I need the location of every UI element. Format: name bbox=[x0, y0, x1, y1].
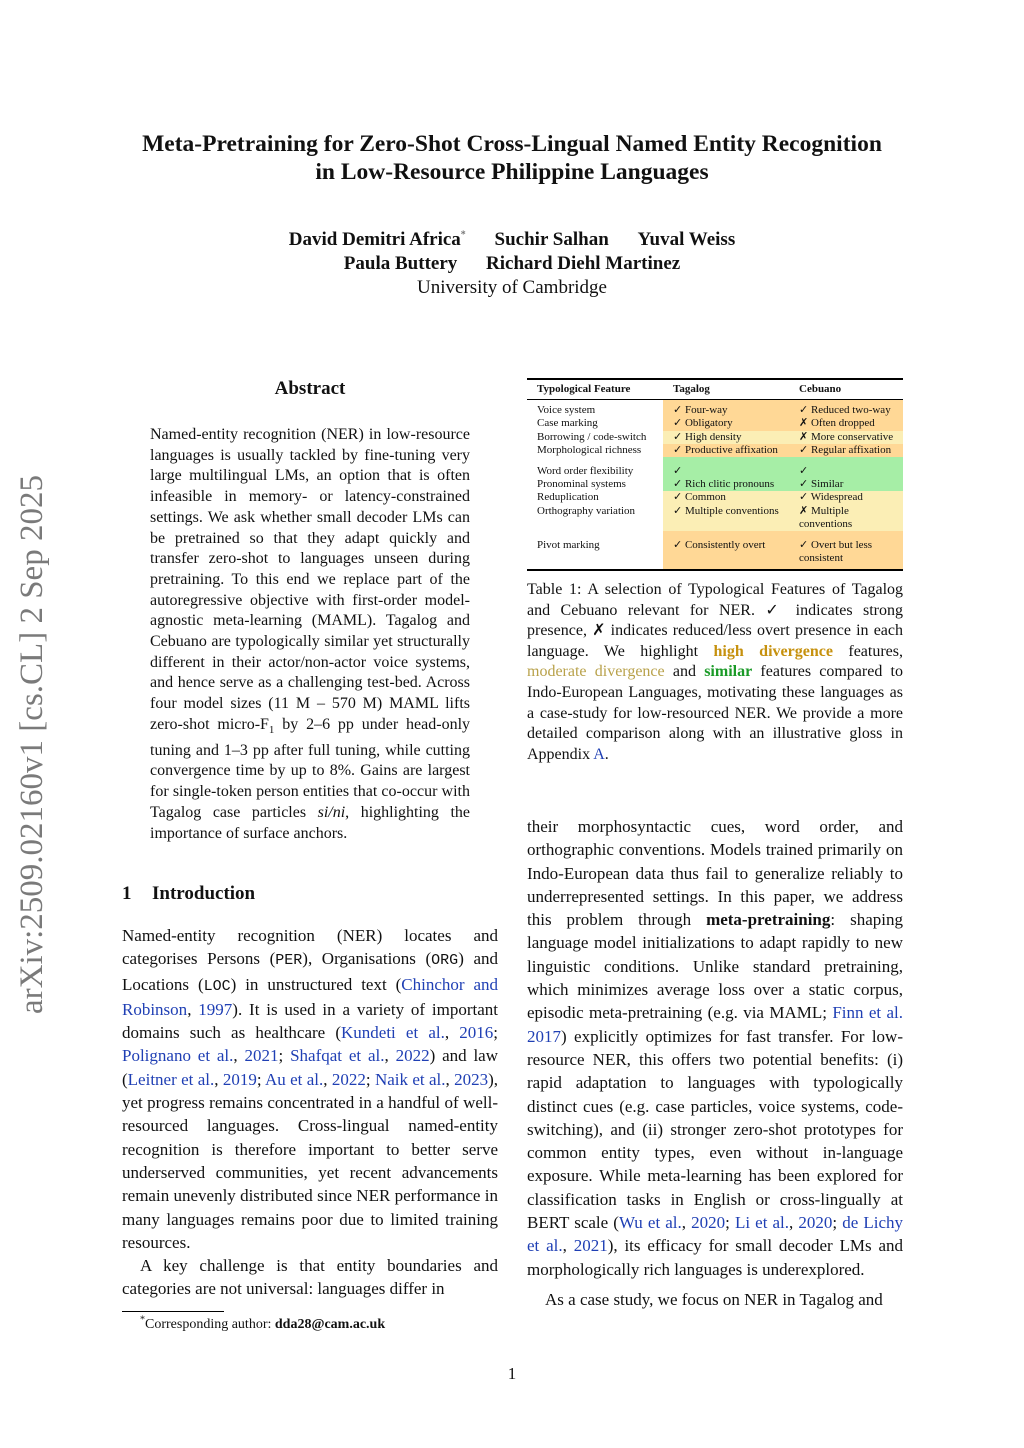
cell-cebuano: ✓ Similar bbox=[789, 478, 903, 491]
citation-link[interactable]: Leitner et al. bbox=[127, 1069, 215, 1089]
cell-cebuano: ✗ More conservative bbox=[789, 431, 903, 444]
bold-term: meta-pretraining bbox=[706, 910, 831, 930]
table-row bbox=[527, 457, 903, 478]
cell-tagalog: ✓ Productive affixation bbox=[663, 444, 789, 457]
author-name bbox=[289, 229, 466, 250]
text-run: ), Organisations ( bbox=[302, 949, 432, 969]
paper-title bbox=[100, 130, 924, 186]
cell-tagalog: ✓ Consistently overt bbox=[663, 531, 789, 570]
citation-link[interactable]: de Lichy et al. bbox=[527, 1213, 903, 1256]
footnote bbox=[140, 1316, 500, 1334]
case-particles: si/ni bbox=[317, 803, 346, 821]
title-line-2: in Low-Resource Philippine Languages bbox=[315, 159, 709, 185]
table-typological-features bbox=[527, 378, 903, 571]
entity-tag: ORG bbox=[431, 952, 459, 970]
text-run: ), its efficacy for small decoder LMs and morphologically rich languages is underexplored. bbox=[527, 1236, 903, 1279]
author-row-1 bbox=[150, 228, 874, 252]
appendix-link[interactable]: A bbox=[593, 745, 605, 763]
caption-part-5: . bbox=[604, 745, 609, 763]
text-run: ; bbox=[493, 1023, 499, 1043]
abstract-heading: Abstract bbox=[274, 378, 346, 399]
citation-link[interactable]: 1997 bbox=[198, 999, 233, 1019]
cell-cebuano: ✓ Regular affixation bbox=[789, 444, 903, 457]
text-run: ) and law ( bbox=[122, 1046, 499, 1089]
text-run: , bbox=[562, 1236, 574, 1256]
text-run: their morphosyntactic cues, word order, and orthographic conventions. Models trained primarily on Indo-European data thus fail to generalize reliably to underrepresented settings. In this paper, we address this problem through bbox=[527, 817, 903, 930]
author-block bbox=[150, 228, 874, 300]
citation-link[interactable]: 2017 bbox=[527, 1026, 561, 1046]
text-run: , bbox=[214, 1069, 223, 1089]
cell-feature: Pronominal systems bbox=[537, 478, 626, 491]
citation-link[interactable]: 2023 bbox=[454, 1069, 489, 1089]
table-row bbox=[527, 478, 903, 491]
section-title: Introduction bbox=[152, 883, 256, 904]
text-run: , bbox=[444, 1023, 460, 1043]
footnote-text: Corresponding author: bbox=[145, 1317, 275, 1332]
arxiv-side-stamp: arXiv:2509.02160v1 [cs.CL] 2 Sep 2025 bbox=[14, 475, 50, 1014]
right-column-text bbox=[527, 815, 903, 1311]
cell-cebuano: ✓ Reduced two-way bbox=[789, 400, 903, 418]
text-run: ) in unstructured text ( bbox=[230, 974, 402, 994]
cell-feature: Voice system bbox=[537, 404, 596, 417]
footnote-mark: * bbox=[140, 1314, 145, 1326]
cell-cebuano: ✗ Often dropped bbox=[789, 417, 903, 430]
text-run: ). It is used in a variety of important domains such as healthcare ( bbox=[122, 999, 498, 1043]
section-heading-introduction bbox=[122, 883, 497, 905]
author-africa: David Demitri Africa bbox=[288, 229, 461, 250]
text-run: Named-entity recognition (NER) locates and categorises Persons ( bbox=[122, 926, 498, 969]
author-buttery: Paula Buttery bbox=[343, 253, 458, 274]
caption-moderate-divergence: moderate divergence bbox=[527, 663, 665, 681]
caption-part-1: A selection of Typological Features of Tagalog and Cebuano relevant for NER. ✓ indicates strong presence, ✗ indicates reduced/less overt presence in each language. We highlight bbox=[527, 581, 904, 660]
cell-tagalog: ✓ Obligatory bbox=[663, 417, 789, 430]
table-row bbox=[527, 431, 903, 444]
table-row bbox=[527, 444, 903, 457]
citation-link[interactable]: 2019 bbox=[222, 1069, 257, 1089]
text-run: ; bbox=[365, 1069, 375, 1089]
introduction-text bbox=[122, 924, 498, 1301]
cell-feature: Case marking bbox=[537, 417, 598, 430]
cell-cebuano: ✓ bbox=[789, 457, 903, 478]
citation-link[interactable]: Wu et al. bbox=[618, 1213, 682, 1233]
author-salhan: Suchir Salhan bbox=[494, 229, 609, 250]
citation-link[interactable]: Shafqat et al. bbox=[290, 1046, 385, 1066]
cell-cebuano: ✓ Overt but less consistent bbox=[789, 531, 903, 570]
citation-link[interactable]: 2021 bbox=[573, 1236, 608, 1256]
text-run: , bbox=[384, 1046, 396, 1066]
text-run: : shaping language model initializations to adapt rapidly to new linguistic conditions. Unlike standard pretraining, which minimizes average loss over a static corpus, episodic meta-pretraining (e.g. via MAML; bbox=[527, 910, 903, 1023]
text-run: ), yet progress remains concentrated in a handful of well-resourced languages. Cross-lingual named-entity recognition is therefore important to better serve underserved communities, yet recent advancements remain unevenly distributed since NER performance in many languages remains poor due to limited training resources. bbox=[122, 1069, 499, 1252]
footnote-email: dda28@cam.ac.uk bbox=[274, 1317, 386, 1332]
cell-cebuano: ✓ Widespread bbox=[789, 491, 903, 504]
caption-label: Table 1: bbox=[527, 581, 582, 598]
citation-link[interactable]: Naik et al. bbox=[374, 1069, 446, 1089]
text-run: , bbox=[789, 1213, 799, 1233]
cell-tagalog: ✓ Four-way bbox=[663, 400, 789, 418]
text-run: , bbox=[187, 999, 199, 1019]
title-line-1: Meta-Pretraining for Zero-Shot Cross-Lingual Named Entity Recognition bbox=[142, 131, 882, 157]
text-run: , bbox=[233, 1046, 245, 1066]
cell-tagalog: ✓ Common bbox=[663, 491, 789, 504]
abstract-text bbox=[150, 425, 470, 844]
cell-cebuano: ✗ Multiple conventions bbox=[789, 505, 903, 531]
caption-part-2: features, bbox=[832, 642, 903, 660]
table-body bbox=[527, 400, 903, 571]
typology-table bbox=[527, 378, 903, 571]
right-paragraph-1 bbox=[527, 815, 903, 1281]
text-run: , bbox=[323, 1069, 332, 1089]
affiliation: University of Cambridge bbox=[417, 277, 607, 298]
text-run: ) and Locations ( bbox=[122, 949, 498, 994]
intro-paragraph-1 bbox=[122, 924, 498, 1254]
cell-tagalog: ✓ High density bbox=[663, 431, 789, 444]
cell-tagalog: ✓ Rich clitic pronouns bbox=[663, 478, 789, 491]
citation-link[interactable]: Chinchor and Robinson bbox=[122, 974, 498, 1019]
citation-link[interactable]: Au et al. bbox=[265, 1069, 324, 1089]
abstract-part-2: by 2–6 pp under head-only tuning and 1–3 pp after full tuning, while cutting convergence time by up to 8%. Gains are largest for single-token person entities that co-occur with Tagalog case particles bbox=[150, 715, 471, 821]
caption-high-divergence: high divergence bbox=[713, 642, 833, 660]
corresponding-mark: * bbox=[460, 229, 466, 241]
citation-link[interactable]: 2020 bbox=[691, 1213, 726, 1233]
cell-feature: Borrowing / code-switch bbox=[537, 430, 647, 443]
col-header-feature: Typological Feature bbox=[527, 379, 663, 400]
citation-link[interactable]: Li et al. bbox=[734, 1213, 790, 1233]
footnote-rule bbox=[122, 1311, 224, 1312]
cell-tagalog: ✓ bbox=[663, 457, 789, 478]
cell-feature: Morphological richness bbox=[537, 443, 642, 456]
citation-link[interactable]: Polignano et al. bbox=[122, 1046, 234, 1066]
text-run: , bbox=[445, 1069, 455, 1089]
table-row bbox=[527, 505, 903, 531]
citation-link[interactable]: Finn et al. bbox=[832, 1003, 903, 1023]
abstract-part-1: Named-entity recognition (NER) in low-resource languages is usually tackled by fine-tuning very large multilingual LMs, an option that is often infeasible in memory- or latency-constrained settings. We ask whether small decoder LMs can be pretrained so that they adapt quickly and transfer zero-shot to languages unseen during pretraining. To this end we replace part of the autoregressive objective with first-order model-agnostic meta-learning (MAML). Tagalog and Cebuano are typologically similar yet structurally different in their actor/non-actor voice systems, and hence serve as a challenging test-bed. Across four model sizes (11 M – 570 M) MAML lifts zero-shot micro-F bbox=[150, 426, 470, 733]
author-martinez: Richard Diehl Martinez bbox=[486, 253, 681, 274]
text-run: , bbox=[681, 1213, 692, 1233]
table-row bbox=[527, 531, 903, 570]
citation-link[interactable]: 2020 bbox=[798, 1213, 833, 1233]
text-run: ; bbox=[256, 1069, 265, 1089]
cell-feature: Orthography variation bbox=[537, 504, 636, 517]
caption-similar: similar bbox=[704, 663, 753, 681]
citation-link[interactable]: 2022 bbox=[395, 1046, 430, 1066]
citation-link[interactable]: 2021 bbox=[244, 1046, 279, 1066]
text-run: ; bbox=[725, 1213, 735, 1233]
intro-paragraph-2: A key challenge is that entity boundaries and categories are not universal: languages differ in bbox=[122, 1256, 498, 1299]
abstract-part-3: , highlighting the importance of surface anchors. bbox=[150, 803, 470, 842]
cell-feature: Reduplication bbox=[537, 491, 599, 504]
table-row bbox=[527, 400, 903, 418]
f1-subscript: 1 bbox=[268, 724, 275, 737]
author-row-2 bbox=[150, 252, 874, 276]
caption-part-3: and bbox=[664, 663, 705, 681]
page-number: 1 bbox=[507, 1364, 517, 1383]
caption-part-4: features compared to Indo-European Languages, motivating these languages as a case-study for low-resourced NER. We provide a more detailed comparison along with an illustrative gloss in Appendix bbox=[527, 663, 903, 763]
cell-feature: Pivot marking bbox=[527, 531, 663, 570]
entity-tag: LOC bbox=[203, 977, 231, 995]
table-row bbox=[527, 491, 903, 504]
citation-link[interactable]: 2022 bbox=[331, 1069, 366, 1089]
author-weiss: Yuval Weiss bbox=[637, 229, 736, 250]
table-row bbox=[527, 417, 903, 430]
col-header-tagalog: Tagalog bbox=[663, 379, 789, 400]
table-caption bbox=[527, 580, 903, 765]
right-paragraph-2: As a case study, we focus on NER in Tagalog and bbox=[545, 1289, 883, 1309]
text-run: ; bbox=[832, 1213, 843, 1233]
text-run: ; bbox=[278, 1046, 291, 1066]
table-header-row bbox=[527, 379, 903, 400]
cell-feature: Word order flexibility bbox=[537, 465, 634, 478]
citation-link[interactable]: Kundeti et al. bbox=[341, 1023, 445, 1043]
cell-tagalog: ✓ Multiple conventions bbox=[663, 505, 789, 531]
entity-tag: PER bbox=[275, 952, 303, 970]
text-run: ) explicitly optimizes for fast transfer. For low-resource NER, this offers two potential benefits: (i) rapid adaptation to languages with typologically distinct cues (e.g. case particles, voice systems, code-switching), and (ii) stronger zero-shot prototypes for common entity types, even without in-language exposure. While meta-learning has been explored for classification tasks in English or cross-lingually at BERT scale ( bbox=[527, 1026, 903, 1233]
citation-link[interactable]: 2016 bbox=[459, 1023, 494, 1043]
section-number: 1 bbox=[122, 883, 132, 904]
col-header-cebuano: Cebuano bbox=[789, 379, 903, 400]
